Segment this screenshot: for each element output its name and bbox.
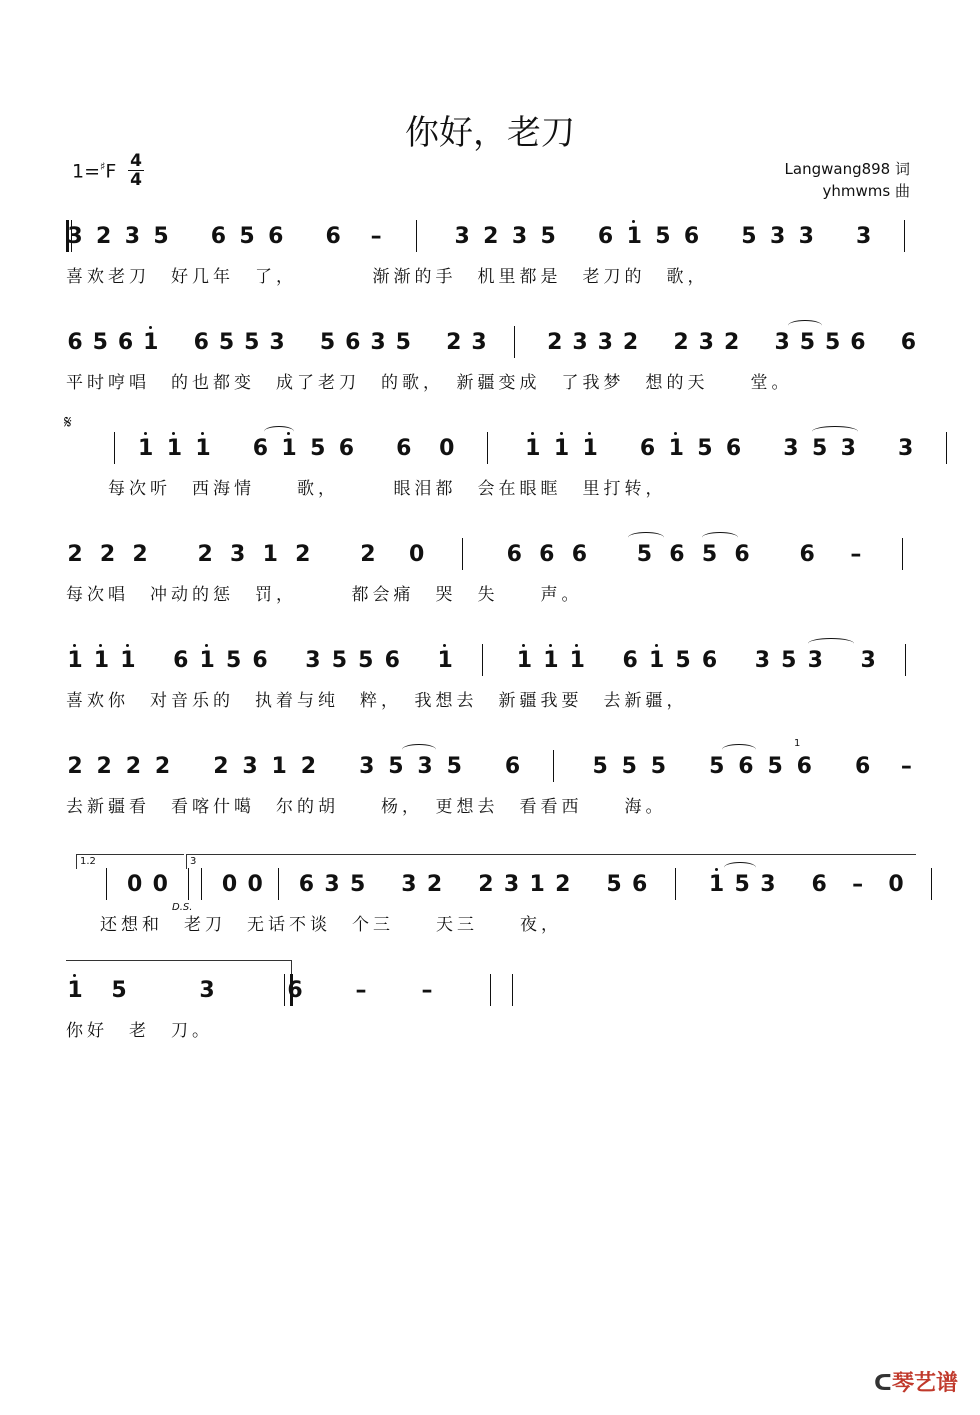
note: 6 bbox=[338, 436, 355, 461]
high-dot bbox=[588, 432, 591, 435]
bar-line bbox=[106, 868, 107, 900]
composer-credit: yhmwms 曲 bbox=[822, 182, 910, 200]
key-note: F bbox=[105, 160, 117, 183]
note: 0 bbox=[888, 872, 904, 897]
note: 5 bbox=[697, 436, 713, 461]
note: 6 bbox=[384, 648, 400, 673]
note: 2 bbox=[483, 224, 499, 249]
note: 6 bbox=[639, 436, 656, 461]
note: 5 bbox=[592, 754, 608, 779]
note: 6 bbox=[796, 754, 812, 779]
slur bbox=[702, 532, 738, 543]
note: 0 bbox=[126, 872, 143, 897]
score-row bbox=[0, 430, 980, 540]
high-dot bbox=[531, 432, 534, 435]
note: 3 bbox=[242, 754, 258, 779]
note: 1 bbox=[437, 648, 453, 673]
note: 1 bbox=[120, 648, 136, 673]
note: – bbox=[370, 224, 382, 249]
score-row bbox=[0, 536, 980, 646]
note: 6 bbox=[298, 872, 315, 897]
note: 2 bbox=[555, 872, 571, 897]
note: 5 bbox=[781, 648, 797, 673]
note: 5 bbox=[350, 872, 366, 897]
note: 1 bbox=[708, 872, 725, 897]
note: 3 bbox=[807, 648, 823, 673]
note: 6 bbox=[725, 436, 742, 461]
note: 0 bbox=[221, 872, 238, 897]
note: 5 bbox=[655, 224, 671, 249]
note: 1 bbox=[525, 436, 541, 461]
note: 6 bbox=[799, 542, 815, 567]
note: 3 bbox=[769, 224, 786, 249]
bar-line bbox=[514, 326, 515, 358]
note: – bbox=[355, 978, 367, 1003]
thin-bar bbox=[71, 220, 72, 252]
note: 1 bbox=[516, 648, 533, 673]
bar-line bbox=[188, 868, 189, 900]
note: 1 bbox=[67, 978, 83, 1003]
note: 5 bbox=[709, 754, 725, 779]
bar-line bbox=[114, 432, 115, 464]
note: 2 bbox=[67, 542, 83, 567]
note: 3 bbox=[417, 754, 433, 779]
note: 5 bbox=[824, 330, 841, 355]
note: 1 bbox=[543, 648, 559, 673]
high-dot bbox=[201, 432, 204, 435]
slur bbox=[812, 426, 858, 437]
lyrics-line: 每次唱 冲动的惩 罚， 都会痛 哭 失 声。 bbox=[66, 585, 583, 605]
note: 6 bbox=[252, 436, 269, 461]
note: 5 bbox=[540, 224, 556, 249]
note: 3 bbox=[454, 224, 470, 249]
high-dot bbox=[144, 432, 147, 435]
volta-first: 1.2 bbox=[76, 854, 184, 869]
high-dot bbox=[126, 644, 129, 647]
note: 1 bbox=[143, 330, 159, 355]
note: 3 bbox=[597, 330, 613, 355]
high-dot bbox=[674, 432, 677, 435]
notes-line bbox=[0, 218, 980, 258]
final-bar bbox=[284, 974, 293, 1006]
note: 2 bbox=[295, 542, 311, 567]
key-signature bbox=[72, 160, 116, 182]
bar-line bbox=[675, 868, 676, 900]
note: 2 bbox=[67, 754, 83, 779]
note: 6 bbox=[173, 648, 189, 673]
note: 6 bbox=[193, 330, 209, 355]
bar-line bbox=[490, 974, 491, 1006]
high-dot bbox=[522, 644, 525, 647]
note: 2 bbox=[360, 542, 376, 567]
high-dot bbox=[172, 432, 175, 435]
bar-line bbox=[462, 538, 463, 570]
note: 6 bbox=[504, 754, 521, 779]
note: 1 bbox=[626, 224, 642, 249]
note: 6 bbox=[252, 648, 268, 673]
note: 2 bbox=[300, 754, 317, 779]
note: 2 bbox=[723, 330, 740, 355]
lyrics-line: 喜欢你 对音乐的 执着与纯 粹， 我想去 新疆我要 去新疆， bbox=[66, 691, 688, 711]
note: 3 bbox=[401, 872, 417, 897]
note: 6 bbox=[669, 542, 685, 567]
high-dot bbox=[632, 220, 635, 223]
note: 6 bbox=[734, 542, 750, 567]
note: 5 bbox=[111, 978, 127, 1003]
note: 3 bbox=[359, 754, 375, 779]
bar-line bbox=[905, 644, 906, 676]
note: 3 bbox=[124, 224, 140, 249]
slur bbox=[788, 320, 822, 331]
note: 6 bbox=[268, 224, 284, 249]
bar-line bbox=[487, 432, 488, 464]
note: 2 bbox=[213, 754, 229, 779]
note: 0 bbox=[247, 872, 263, 897]
slur bbox=[722, 744, 756, 755]
note: 6 bbox=[210, 224, 227, 249]
note: 2 bbox=[446, 330, 462, 355]
score-row bbox=[0, 972, 980, 1082]
volta-end bbox=[66, 960, 292, 975]
note: 3 bbox=[572, 330, 588, 355]
note: 3 bbox=[860, 648, 876, 673]
note: 5 bbox=[225, 648, 242, 673]
note: 2 bbox=[426, 872, 443, 897]
note: 3 bbox=[760, 872, 776, 897]
note: 5 bbox=[239, 224, 255, 249]
note: 6 bbox=[506, 542, 522, 567]
bar-line bbox=[278, 868, 279, 900]
note: 5 bbox=[799, 330, 815, 355]
slur bbox=[628, 532, 664, 543]
volta-third: 3 bbox=[186, 854, 916, 869]
note: 6 bbox=[287, 978, 303, 1003]
watermark bbox=[874, 1366, 958, 1397]
note: 3 bbox=[324, 872, 340, 897]
note: 3 bbox=[774, 330, 790, 355]
note: 2 bbox=[673, 330, 689, 355]
note: 5 bbox=[446, 754, 462, 779]
note: 2 bbox=[478, 872, 494, 897]
bar-line bbox=[931, 868, 932, 900]
high-dot bbox=[575, 644, 578, 647]
note: 5 bbox=[331, 648, 348, 673]
thick-bar bbox=[66, 220, 69, 252]
bar-line bbox=[946, 432, 947, 464]
note: 3 bbox=[511, 224, 528, 249]
bar-line bbox=[416, 220, 417, 252]
note: – bbox=[900, 754, 912, 779]
bar-line bbox=[902, 538, 903, 570]
note: 6 bbox=[396, 436, 412, 461]
note: 5 bbox=[244, 330, 260, 355]
high-dot bbox=[99, 644, 102, 647]
note: – bbox=[421, 978, 433, 1003]
watermark-text: 琴艺谱 bbox=[891, 1371, 958, 1396]
note: 1 bbox=[195, 436, 211, 461]
lyrics-line: 喜欢老刀 好几年 了， 渐渐的手 机里都是 老刀的 歌， bbox=[66, 267, 709, 287]
lyrics-line: 平时哼唱 的也都变 成了老刀 的歌， 新疆变成 了我梦 想的天 堂。 bbox=[66, 373, 793, 393]
lyrics-line: 你好 老 刀。 bbox=[66, 1021, 213, 1041]
note: 6 bbox=[900, 330, 917, 355]
note: 5 bbox=[621, 754, 637, 779]
note: 3 bbox=[230, 542, 246, 567]
note: 1 bbox=[93, 648, 110, 673]
high-dot bbox=[560, 432, 563, 435]
note: 1 bbox=[67, 648, 83, 673]
note: 5 bbox=[92, 330, 108, 355]
note: 3 bbox=[199, 978, 215, 1003]
note: 3 bbox=[305, 648, 321, 673]
note: 5 bbox=[218, 330, 235, 355]
note: 3 bbox=[798, 224, 814, 249]
high-dot bbox=[443, 644, 446, 647]
note: 6 bbox=[539, 542, 555, 567]
score-row bbox=[0, 748, 980, 858]
note: 3 bbox=[503, 872, 520, 897]
note: 5 bbox=[734, 872, 750, 897]
ds-mark: D.S. bbox=[172, 902, 193, 913]
lyrics-line: 还想和 老刀 无话不谈 个三 天三 夜， bbox=[100, 915, 562, 935]
note: 1 bbox=[262, 542, 278, 567]
slur bbox=[808, 638, 854, 649]
high-dot bbox=[549, 644, 552, 647]
note: 1 bbox=[569, 648, 585, 673]
note: 0 bbox=[408, 542, 425, 567]
note: 5 bbox=[675, 648, 691, 673]
note: 1 bbox=[648, 648, 665, 673]
note: 6 bbox=[325, 224, 341, 249]
note: 6 bbox=[811, 872, 827, 897]
high-dot bbox=[73, 644, 76, 647]
lyricist-credit: Langwang898 词 bbox=[784, 160, 910, 178]
note: 1 bbox=[166, 436, 182, 461]
high-dot bbox=[205, 644, 208, 647]
note: 5 bbox=[650, 754, 667, 779]
notes-line bbox=[0, 866, 980, 906]
note: 6 bbox=[67, 330, 83, 355]
note: 6 bbox=[622, 648, 638, 673]
page-title: 你好，老刀 bbox=[405, 113, 575, 153]
note: 5 bbox=[606, 872, 622, 897]
note: 5 bbox=[358, 648, 374, 673]
score-row bbox=[0, 642, 980, 752]
segno-icon: 𝄋 bbox=[64, 412, 72, 433]
note: 6 bbox=[571, 542, 587, 567]
note: 2 bbox=[622, 330, 639, 355]
grace-note: 1 bbox=[794, 738, 801, 749]
note: 6 bbox=[738, 754, 754, 779]
note: 6 bbox=[854, 754, 871, 779]
note: 3 bbox=[783, 436, 799, 461]
time-bottom: 4 bbox=[128, 170, 144, 189]
notes-line bbox=[0, 972, 980, 1012]
slur bbox=[402, 744, 436, 755]
note: 5 bbox=[388, 754, 404, 779]
note: 6 bbox=[701, 648, 718, 673]
time-top: 4 bbox=[130, 151, 142, 171]
note: 3 bbox=[67, 224, 83, 249]
bar-line bbox=[482, 644, 483, 676]
note: 2 bbox=[96, 754, 112, 779]
score-row bbox=[0, 324, 980, 434]
note: 6 bbox=[632, 872, 648, 897]
key-prefix: 1= bbox=[72, 160, 101, 183]
bar-line bbox=[553, 750, 554, 782]
note: 3 bbox=[698, 330, 714, 355]
note: 3 bbox=[840, 436, 856, 461]
note: 5 bbox=[153, 224, 169, 249]
note: 6 bbox=[345, 330, 361, 355]
note: 2 bbox=[547, 330, 563, 355]
sharp-sign: ♯ bbox=[100, 160, 106, 173]
note: 3 bbox=[754, 648, 771, 673]
high-dot bbox=[655, 644, 658, 647]
note: 6 bbox=[597, 224, 614, 249]
high-dot bbox=[149, 326, 152, 329]
note: 1 bbox=[199, 648, 215, 673]
bar-line bbox=[201, 868, 202, 900]
note: 1 bbox=[668, 436, 684, 461]
note: 3 bbox=[269, 330, 285, 355]
note: 3 bbox=[855, 224, 872, 249]
note: 5 bbox=[319, 330, 336, 355]
note: – bbox=[850, 542, 862, 567]
note: 1 bbox=[281, 436, 297, 461]
note: 6 bbox=[850, 330, 866, 355]
note: 3 bbox=[897, 436, 914, 461]
piano-logo-icon: ᑕ bbox=[874, 1371, 892, 1396]
note: – bbox=[852, 872, 864, 897]
note: 0 bbox=[439, 436, 455, 461]
slur bbox=[724, 862, 756, 873]
note: 5 bbox=[395, 330, 411, 355]
note: 2 bbox=[125, 754, 141, 779]
lyrics-line: 每次听 西海情 歌， 眼泪都 会在眼眶 里打转， bbox=[108, 479, 667, 499]
note: 3 bbox=[471, 330, 487, 355]
slur bbox=[264, 426, 294, 437]
note: 1 bbox=[582, 436, 598, 461]
note: 1 bbox=[138, 436, 154, 461]
note: 2 bbox=[154, 754, 171, 779]
note: 2 bbox=[96, 224, 112, 249]
note: 6 bbox=[683, 224, 700, 249]
notes-line bbox=[0, 748, 980, 788]
note: 5 bbox=[636, 542, 653, 567]
note: 6 bbox=[117, 330, 134, 355]
note: 5 bbox=[767, 754, 783, 779]
notes-line bbox=[0, 324, 980, 364]
note: 2 bbox=[132, 542, 148, 567]
note: 3 bbox=[370, 330, 386, 355]
note: 0 bbox=[152, 872, 168, 897]
note: 5 bbox=[701, 542, 718, 567]
notes-line bbox=[0, 536, 980, 576]
note: 2 bbox=[197, 542, 213, 567]
note: 1 bbox=[271, 754, 287, 779]
bar-line bbox=[512, 974, 513, 1006]
note: 1 bbox=[529, 872, 545, 897]
note: 5 bbox=[741, 224, 757, 249]
note: 5 bbox=[811, 436, 828, 461]
repeat-start bbox=[66, 220, 75, 252]
note: 5 bbox=[310, 436, 326, 461]
note: 2 bbox=[99, 542, 116, 567]
score-row bbox=[0, 218, 980, 328]
lyrics-line: 去新疆看 看喀什噶 尔的胡 杨， 更想去 看看西 海。 bbox=[66, 797, 667, 817]
time-signature bbox=[128, 152, 144, 189]
note: 1 bbox=[553, 436, 570, 461]
bar-line bbox=[904, 220, 905, 252]
